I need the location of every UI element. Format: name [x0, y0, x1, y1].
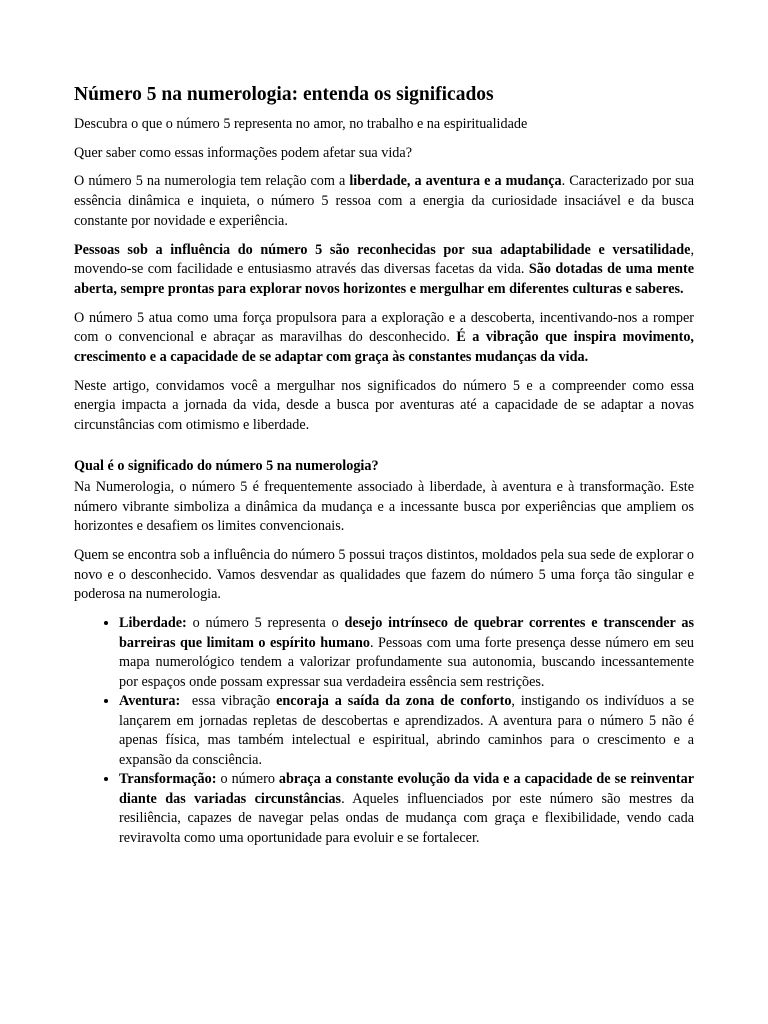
paragraph-2-text-b: , movendo-se com facilidade e entusiasmo através das diversas facetas da vida.	[74, 241, 694, 278]
qualities-list	[74, 614, 694, 848]
paragraph-5: Na Numerologia, o número 5 é frequentemente associado à liberdade, à aventura e à transformação. Este número vibrante simboliza a dinâmica da mudança e a incessante busca por experiências que ampliem os horizontes e desafiem os limites convencionais.	[74, 478, 694, 535]
page-title: Número 5 na numerologia: entenda os significados	[74, 84, 494, 105]
intro-question: Quer saber como essas informações podem afetar sua vida?	[74, 144, 412, 161]
list-item-liberdade	[119, 614, 694, 692]
list-item-text-c: , instigando os indivíduos a se lançarem em jornadas repletas de descobertas e aprendizados. A aventura para o número 5 não é apenas física, mas também intelectual e espiritual, abrindo caminhos para o crescimento e a expansão da consciência.	[119, 693, 694, 768]
paragraph-4: Neste artigo, convidamos você a mergulhar nos significados do número 5 e a compreender como essa energia impacta a jornada da vida, desde a busca por aventuras até a capacidade de se adaptar a novas circunstâncias com otimismo e liberdade.	[74, 377, 694, 434]
paragraph-1-text-a: O número 5 na numerologia tem relação com a	[74, 173, 350, 190]
paragraph-3	[74, 309, 694, 368]
section-heading: Qual é o significado do número 5 na numerologia?	[74, 457, 379, 474]
list-item-aventura	[119, 692, 694, 770]
list-item-label: Aventura:	[119, 693, 181, 710]
list-item-transformacao	[119, 770, 694, 848]
list-item-label: Transformação:	[119, 771, 217, 788]
list-item-label: Liberdade:	[119, 615, 187, 632]
list-item-bold: desejo intrínseco de quebrar correntes e transcender as barreiras que limitam o espírito humano	[119, 615, 694, 651]
page-subtitle: Descubra o que o número 5 representa no amor, no trabalho e na espiritualidade	[74, 116, 528, 132]
paragraph-1	[74, 172, 694, 231]
paragraph-2	[74, 241, 694, 300]
paragraph-1-text-c: . Caracterizado por sua essência dinâmica e inquieta, o número 5 ressoa com a energia da curiosidade insaciável e da busca constante por novidade e experiência.	[74, 173, 694, 229]
list-item-bold: abraça a constante evolução da vida e a capacidade de se reinventar diante das variadas circunstâncias	[119, 771, 694, 807]
list-item-bold: encoraja a saída da zona de conforto	[276, 693, 512, 710]
list-item-text-a: o número 5 representa o	[186, 615, 345, 632]
paragraph-1-bold: liberdade, a aventura e a mudança	[349, 173, 562, 190]
list-item-text-c: . Aqueles influenciados por este número são mestres da resiliência, capazes de navegar pelas ondas de mudança com graça e flexibilidade, vendo cada reviravolta como uma oportunidade para evoluir e se fortalecer.	[119, 790, 695, 846]
paragraph-2-bold-a: Pessoas sob a influência do número 5 são reconhecidas por sua adaptabilidade e versatilidade	[74, 241, 691, 258]
paragraph-3-bold-b: É a vibração que inspira movimento, crescimento e a capacidade de se adaptar com graça às constantes mudanças da vida.	[74, 329, 694, 366]
paragraph-2-bold-c: São dotadas de uma mente aberta, sempre prontas para explorar novos horizontes e mergulhar em diferentes culturas e saberes.	[74, 261, 694, 297]
list-item-text-c: . Pessoas com uma forte presença desse número em seu mapa numerológico tendem a valorizar profundamente sua autonomia, buscando incessantemente por espaços onde possam expressar sua verdadeira essência sem restrições.	[119, 634, 694, 690]
paragraph-6: Quem se encontra sob a influência do número 5 possui traços distintos, moldados pela sua sede de explorar o novo e o desconhecido. Vamos desvendar as qualidades que fazem do número 5 uma força tão singular e poderosa na numerologia.	[74, 546, 694, 603]
list-item-text-a: o número	[216, 771, 279, 788]
paragraph-3-text-a: O número 5 atua como uma força propulsora para a exploração e a descoberta, incentivando-nos a romper com o convencional e abraçar as maravilhas do desconhecido.	[74, 309, 694, 346]
list-item-text-a: essa vibração	[180, 693, 277, 710]
